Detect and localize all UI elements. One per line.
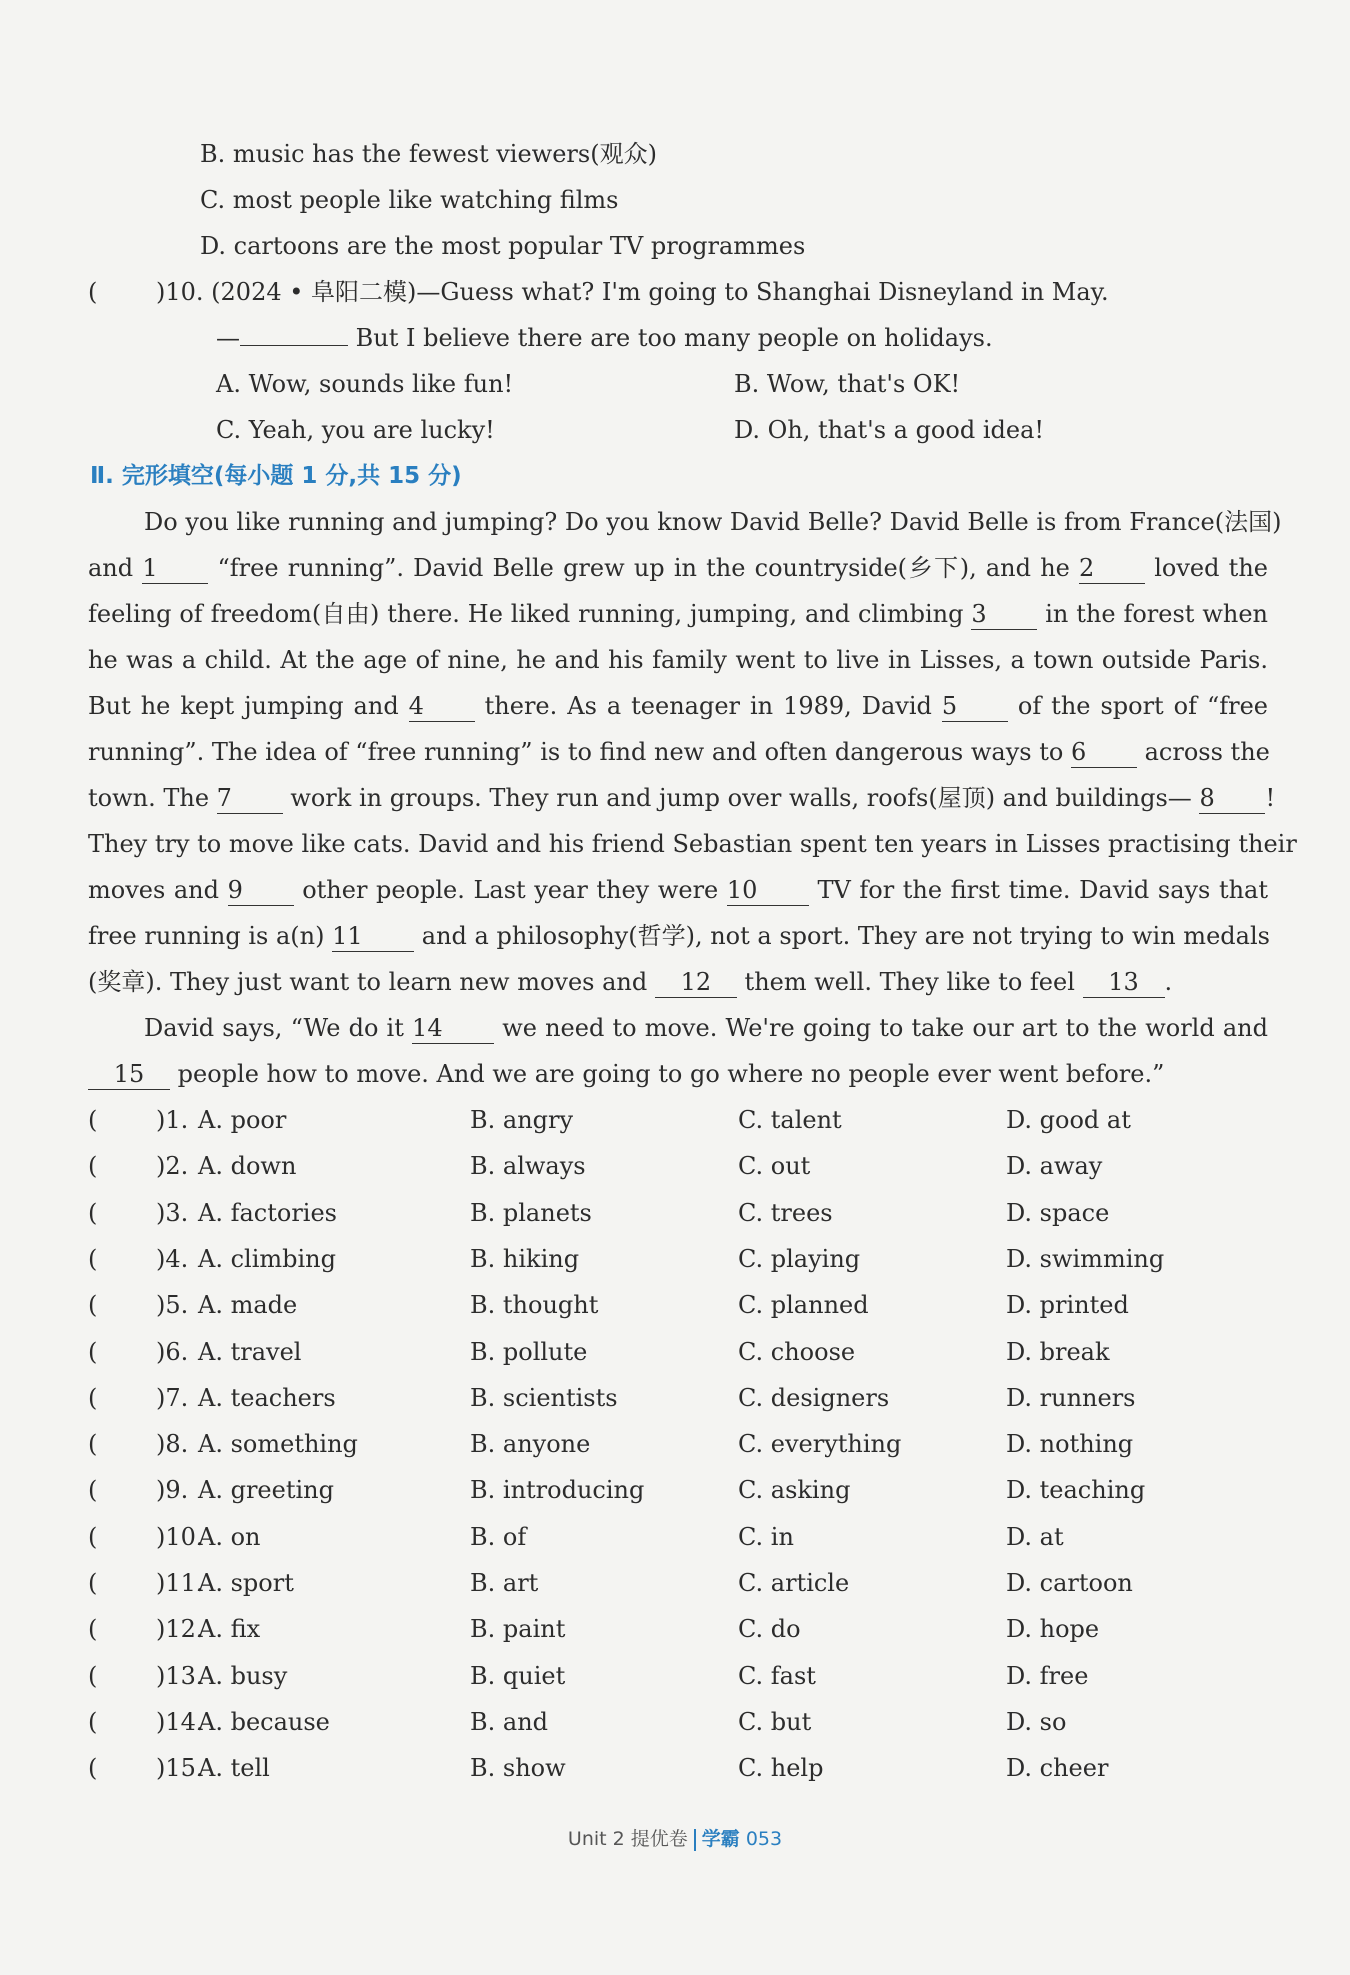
question-number: )5. (156, 1291, 189, 1320)
option-a[interactable]: A. factories (198, 1198, 337, 1227)
option-b[interactable]: B. show (470, 1754, 566, 1783)
option-b[interactable]: B. anyone (470, 1430, 591, 1459)
option-b[interactable]: B. paint (470, 1615, 566, 1644)
option-c[interactable]: C. help (738, 1754, 824, 1783)
option-a[interactable]: A. greeting (198, 1476, 334, 1505)
option-d[interactable]: D. good at (1006, 1106, 1131, 1134)
question-number: )9. (156, 1476, 189, 1505)
question-10-paren: ( (88, 278, 98, 306)
answer-paren[interactable]: ( (88, 1291, 98, 1320)
question-10-stem: )10. (2024 • 阜阳二模)—Guess what? I'm going to Shanghai Disneyland in May. (156, 278, 1109, 306)
passage-line: moves and 9 other people. Last year they were 10 TV for the first time. David says that (88, 876, 1269, 904)
question-row (88, 1658, 1268, 1694)
blank-8: 8 (1199, 783, 1265, 814)
option-a[interactable]: A. on (198, 1522, 261, 1551)
option-a[interactable]: A. busy (198, 1661, 288, 1690)
question-row (88, 1519, 1268, 1555)
passage-line: running”. The idea of “free running” is to find new and often dangerous ways to 6 across the (88, 738, 1270, 766)
option-d[interactable]: D. nothing (1006, 1430, 1134, 1459)
question-row (88, 1195, 1268, 1231)
option-c[interactable]: C. fast (738, 1661, 816, 1690)
passage-line: (奖章). They just want to learn new moves and 12 them well. They like to feel 13 . (88, 968, 1173, 996)
option-b[interactable]: B. art (470, 1569, 539, 1597)
option-d[interactable]: D. runners (1006, 1383, 1136, 1412)
option-b[interactable]: B. hiking (470, 1244, 580, 1273)
blank-10: 10 (727, 875, 809, 906)
answer-paren[interactable]: ( (88, 1106, 98, 1134)
option-a[interactable]: A. climbing (198, 1244, 336, 1273)
option-b: B. music has the fewest viewers(观众) (200, 140, 657, 168)
question-10-option-d: D. Oh, that's a good idea! (734, 416, 1045, 444)
answer-paren[interactable]: ( (88, 1152, 98, 1181)
option-b[interactable]: B. planets (470, 1198, 592, 1227)
answer-paren[interactable]: ( (88, 1522, 98, 1551)
option-c[interactable]: C. asking (738, 1476, 851, 1505)
option-d[interactable]: D. cartoon (1006, 1569, 1133, 1597)
question-number: )12. (156, 1615, 204, 1644)
blank-12: 12 (655, 967, 737, 998)
question-10-option-c: C. Yeah, you are lucky! (216, 416, 495, 444)
question-row (88, 1287, 1268, 1323)
blank-2: 2 (1079, 553, 1145, 584)
question-number: )15. (156, 1754, 204, 1783)
option-d[interactable]: D. printed (1006, 1291, 1129, 1320)
question-number: )4. (156, 1244, 189, 1273)
option-c[interactable]: C. do (738, 1615, 801, 1644)
footer-unit: Unit 2 提优卷 (567, 1828, 688, 1850)
blank-3: 3 (971, 599, 1037, 630)
question-number: )11. (156, 1569, 204, 1597)
question-10-response (216, 320, 993, 356)
passage-line: David says, “We do it 14 we need to move. We're going to take our art to the world and (144, 1014, 1268, 1042)
option-c[interactable]: C. but (738, 1707, 812, 1736)
answer-paren[interactable]: ( (88, 1707, 98, 1736)
blank-11: 11 (332, 921, 414, 952)
passage-line: free running is a(n) 11 and a philosophy(哲学), not a sport. They are not trying to win medals (88, 922, 1270, 950)
option-a[interactable]: A. something (198, 1430, 358, 1459)
question-number: )2. (156, 1152, 189, 1181)
question-row (88, 1750, 1268, 1786)
answer-paren[interactable]: ( (88, 1198, 98, 1227)
question-row (88, 1334, 1268, 1370)
option-d[interactable]: D. space (1006, 1198, 1110, 1227)
passage-line: Do you like running and jumping? Do you know David Belle? David Belle is from France(法国) (144, 508, 1282, 536)
question-number: )1. (156, 1106, 189, 1134)
answer-paren[interactable]: ( (88, 1383, 98, 1412)
question-number: )13. (156, 1661, 204, 1690)
option-c[interactable]: C. talent (738, 1106, 842, 1134)
option-c[interactable]: C. choose (738, 1337, 856, 1366)
option-b[interactable]: B. and (470, 1707, 549, 1736)
question-number: )7. (156, 1383, 189, 1412)
option-b[interactable]: B. always (470, 1152, 586, 1181)
question-10-option-a: A. Wow, sounds like fun! (216, 370, 514, 398)
answer-paren[interactable]: ( (88, 1430, 98, 1459)
option-c[interactable]: C. planned (738, 1291, 869, 1320)
passage-line: town. The 7 work in groups. They run and jump over walls, roofs(屋顶) and buildings— 8 ! (88, 784, 1276, 812)
option-a[interactable]: A. teachers (198, 1383, 336, 1412)
option-c[interactable]: C. everything (738, 1430, 902, 1459)
question-row (88, 1704, 1268, 1740)
blank-9: 9 (228, 875, 294, 906)
dash: — (216, 324, 240, 352)
question-number: )3. (156, 1198, 189, 1227)
option-d[interactable]: D. teaching (1006, 1476, 1146, 1505)
answer-blank[interactable] (240, 321, 348, 346)
option-a[interactable]: A. fix (198, 1615, 261, 1644)
option-c[interactable]: C. playing (738, 1244, 861, 1273)
blank-13: 13 (1083, 967, 1165, 998)
blank-6: 6 (1071, 737, 1137, 768)
question-row (88, 1380, 1268, 1416)
option-d[interactable]: D. swimming (1006, 1244, 1165, 1273)
answer-paren[interactable]: ( (88, 1244, 98, 1273)
question-number: )10. (156, 1522, 204, 1551)
footer-divider (694, 1829, 696, 1851)
option-c[interactable]: C. trees (738, 1198, 833, 1227)
question-row (88, 1102, 1268, 1138)
option-c[interactable]: C. out (738, 1152, 811, 1181)
option-a[interactable]: A. down (198, 1152, 297, 1181)
question-number: )8. (156, 1430, 189, 1459)
answer-paren[interactable]: ( (88, 1569, 98, 1597)
passage-line: feeling of freedom(自由) there. He liked running, jumping, and climbing 3 in the forest when (88, 600, 1268, 628)
answer-paren[interactable]: ( (88, 1661, 98, 1690)
question-row (88, 1565, 1268, 1601)
answer-paren[interactable]: ( (88, 1754, 98, 1783)
option-c[interactable]: C. in (738, 1522, 794, 1551)
option-a[interactable]: A. because (198, 1707, 330, 1736)
option-b[interactable]: B. angry (470, 1106, 574, 1134)
passage-line: and 1 “free running”. David Belle grew up in the countryside(乡下), and he 2 loved the (88, 554, 1268, 582)
option-d[interactable]: D. cheer (1006, 1754, 1109, 1783)
option-d[interactable]: D. break (1006, 1337, 1110, 1366)
passage-line: he was a child. At the age of nine, he and his family went to live in Lisses, a town outside Paris. (88, 646, 1268, 674)
option-b[interactable]: B. scientists (470, 1383, 618, 1412)
option-c[interactable]: C. designers (738, 1383, 890, 1412)
passage-line: But he kept jumping and 4 there. As a teenager in 1989, David 5 of the sport of “free (88, 692, 1269, 720)
option-c: C. most people like watching films (200, 186, 619, 214)
footer-brand: 学霸 (701, 1828, 740, 1850)
page-footer (0, 1824, 1350, 1851)
section-title: Ⅱ. 完形填空(每小题 1 分,共 15 分) (90, 463, 462, 489)
question-row (88, 1148, 1268, 1184)
option-d: D. cartoons are the most popular TV programmes (200, 232, 806, 260)
question-row (88, 1611, 1268, 1647)
option-d[interactable]: D. hope (1006, 1615, 1100, 1644)
option-b[interactable]: B. of (470, 1522, 527, 1551)
option-b[interactable]: B. introducing (470, 1476, 645, 1505)
answer-paren[interactable]: ( (88, 1337, 98, 1366)
question-10-option-b: B. Wow, that's OK! (734, 370, 961, 398)
question-row (88, 1472, 1268, 1508)
passage-line: 15 people how to move. And we are going to go where no people ever went before.” (88, 1056, 1164, 1092)
response-text: But I believe there are too many people on holidays. (355, 324, 993, 352)
answer-paren[interactable]: ( (88, 1615, 98, 1644)
answer-paren[interactable]: ( (88, 1476, 98, 1505)
passage-line: They try to move like cats. David and his friend Sebastian spent ten years in Lisses practising their (88, 830, 1297, 858)
question-number: )6. (156, 1337, 189, 1366)
option-d[interactable]: D. so (1006, 1707, 1067, 1736)
option-b[interactable]: B. pollute (470, 1337, 588, 1366)
option-d[interactable]: D. at (1006, 1522, 1064, 1551)
option-d[interactable]: D. free (1006, 1661, 1089, 1690)
blank-7: 7 (217, 783, 283, 814)
option-a[interactable]: A. travel (198, 1337, 302, 1366)
blank-15: 15 (88, 1059, 170, 1090)
option-a[interactable]: A. tell (198, 1754, 270, 1783)
option-a[interactable]: A. poor (198, 1106, 287, 1134)
blank-14: 14 (412, 1013, 494, 1044)
blank-5: 5 (942, 691, 1008, 722)
option-a[interactable]: A. sport (198, 1569, 294, 1597)
option-b[interactable]: B. thought (470, 1291, 599, 1320)
option-a[interactable]: A. made (198, 1291, 298, 1320)
option-d[interactable]: D. away (1006, 1152, 1103, 1181)
question-number: )14. (156, 1707, 204, 1736)
page-number: 053 (745, 1828, 783, 1850)
question-row (88, 1426, 1268, 1462)
option-b[interactable]: B. quiet (470, 1661, 566, 1690)
question-row (88, 1241, 1268, 1277)
option-c[interactable]: C. article (738, 1569, 850, 1597)
blank-1: 1 (142, 553, 208, 584)
blank-4: 4 (409, 691, 475, 722)
